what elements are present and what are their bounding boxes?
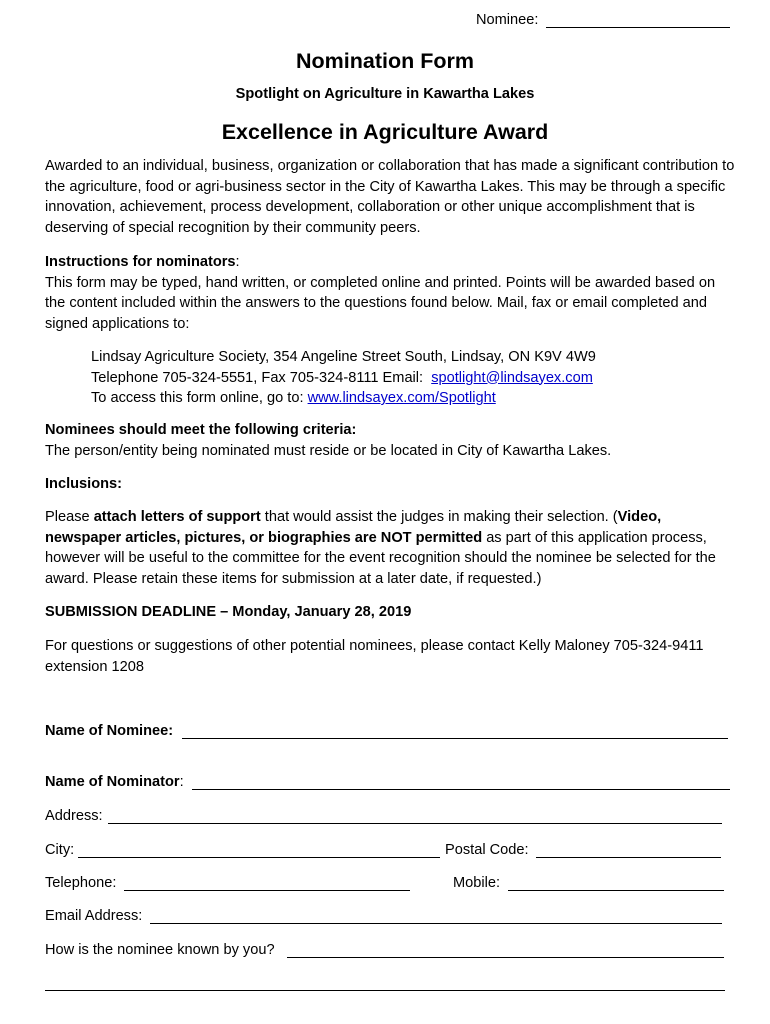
name-of-nominee-label [45,723,173,739]
address-line-2 [91,368,741,389]
instructions-heading: Instructions for nominators [45,254,236,270]
known-by-field-continued[interactable] [45,990,725,991]
postal-code-field[interactable] [536,857,721,858]
deadline [45,602,735,623]
criteria-heading: Nominees should meet the following criteria: [45,422,357,438]
criteria-body: The person/entity being nominated must reside or be located in City of Kawartha Lakes. [45,442,612,459]
inclusions-paragraph [45,507,737,589]
inclusions-text-3: as part of this application process, however will be useful to the committee for the event recognition should the nominee be selected for the award. Please retain these items for submission at a later date, if requested.) [45,529,716,587]
inclusions-bold-2: Video, newspaper articles, pictures, or biographies are NOT permitted [45,509,662,546]
inclusions-bold-1: attach letters of support [93,509,261,525]
email-label: Email Address: [45,908,143,924]
inclusions-text-1: Please [45,509,94,525]
award-title: Excellence in Agriculture Award [221,120,549,144]
address-line-3-text: To access this form online, go to: [91,390,308,406]
name-of-nominee-field[interactable] [182,738,728,739]
email-field[interactable] [150,923,722,924]
address-line-2-text: Telephone 705-324-5551, Fax 705-324-8111 Email: [91,369,432,386]
address-line-1: Lindsay Agriculture Society, 354 Angeline Street South, Lindsay, ON K9V 4W9 [91,349,596,365]
postal-code-label: Postal Code: [445,842,529,858]
intro-paragraph: Awarded to an individual, business, organization or collaboration that has made a significant contribution to the agriculture, food or agri-business sector in the City of Kawartha Lakes. This may be through a specific innovation, achievement, process development, collaboration or other unique accomplishment that is deserving of special recognition by their community peers. [45,158,735,236]
name-of-nominator-field[interactable] [192,789,730,790]
known-by-label: How is the nominee known by you? [45,942,275,958]
inclusions-heading-text: Inclusions: [45,476,123,492]
instructions-body: This form may be typed, hand written, or completed online and printed. Points will be awarded based on the content included within the answers to the questions found below. Mail, fax or email completed and signed applications to: [45,274,716,332]
header-nominee-label: Nominee: [476,12,539,28]
name-of-nominee-label-text: Name of Nominee: [45,723,174,739]
header-nominee-field[interactable] [546,27,730,28]
address-block [91,347,741,409]
inclusions-text-2: that would assist the judges in making their selection. ( [260,509,618,525]
page-title: Nomination Form [296,49,474,73]
city-field[interactable] [78,857,440,858]
inclusions-heading [45,474,735,495]
email-link[interactable]: spotlight@lindsayex.com [431,369,593,386]
name-of-nominator-label [45,774,184,790]
address-label: Address: [45,808,103,824]
page-subtitle: Spotlight on Agriculture in Kawartha Lakes [235,86,535,102]
website-link[interactable]: www.lindsayex.com/Spotlight [307,390,496,406]
address-line-3 [91,388,741,409]
address-field[interactable] [108,823,722,824]
telephone-field[interactable] [124,890,410,891]
deadline-text: SUBMISSION DEADLINE – Monday, January 28, 2019 [45,604,412,620]
name-of-nominator-colon: : [179,774,184,790]
criteria-section [45,420,735,461]
mobile-label: Mobile: [453,875,501,891]
name-of-nominator-label-text: Name of Nominator [45,774,180,790]
contact-paragraph: For questions or suggestions of other potential nominees, please contact Kelly Maloney 705-324-9411 extension 1208 [45,638,704,675]
mobile-field[interactable] [508,890,724,891]
instructions-section [45,252,735,334]
instructions-colon: : [235,254,240,270]
city-label: City: [45,842,75,858]
header-nominee [476,12,538,28]
known-by-field[interactable] [287,957,724,958]
telephone-label: Telephone: [45,875,117,891]
